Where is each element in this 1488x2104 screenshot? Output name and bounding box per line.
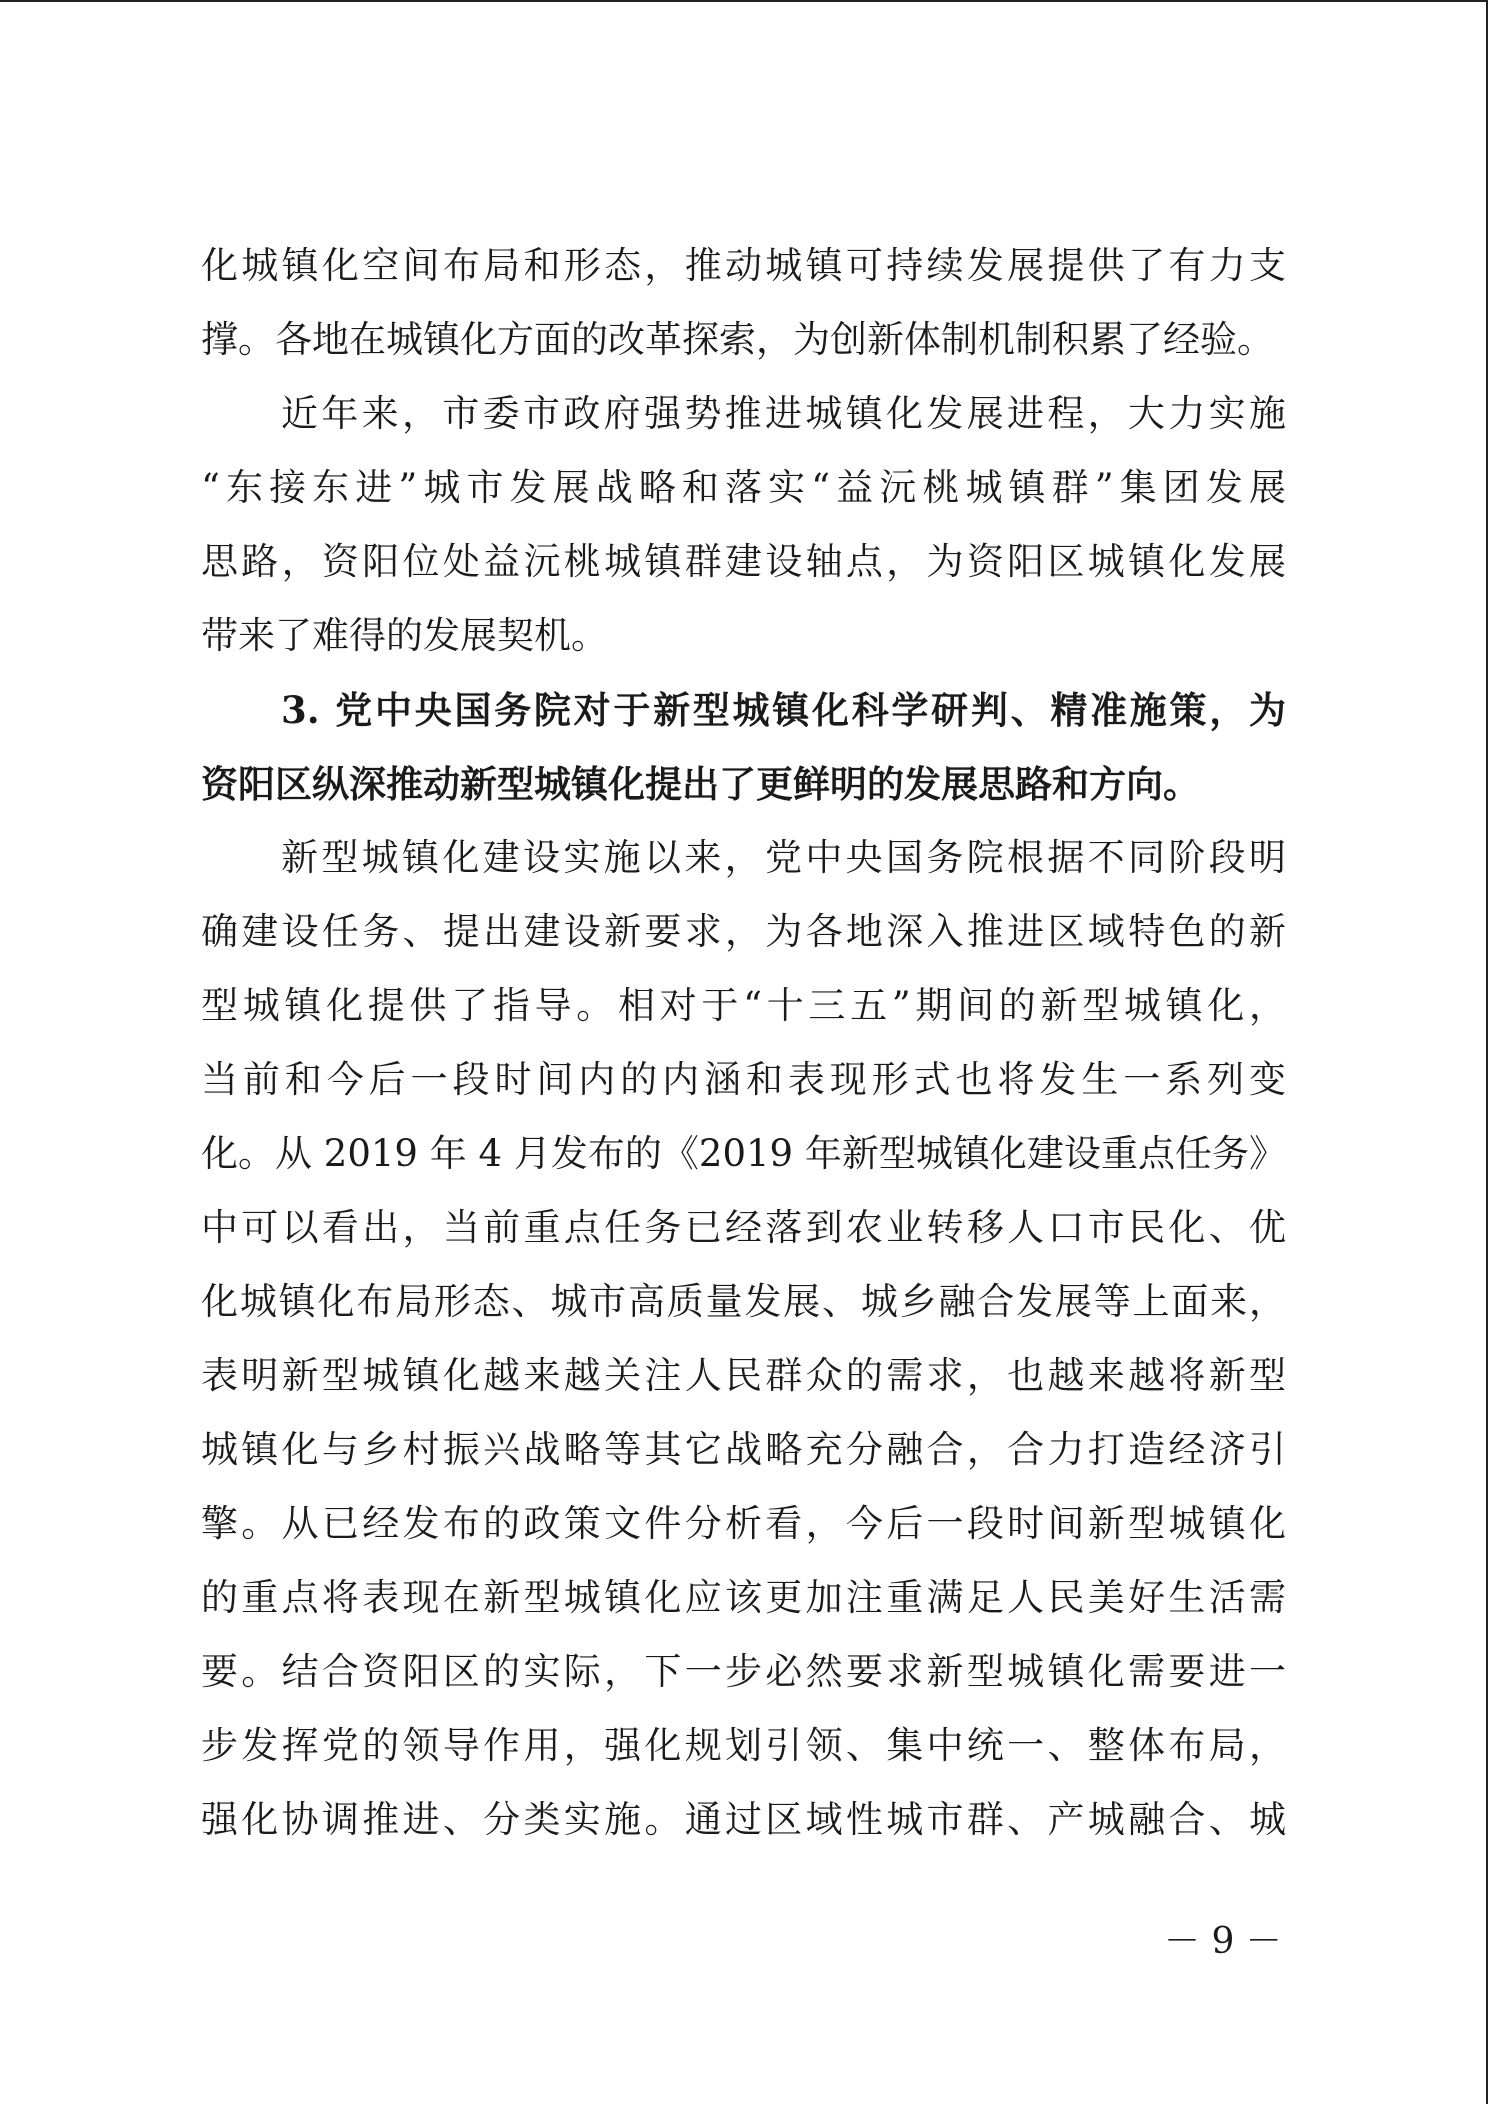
text-line: 化城镇化布局形态、城市高质量发展、城乡融合发展等上面来， xyxy=(201,1280,1286,1323)
text-line: 新型城镇化建设实施以来，党中央国务院根据不同阶段明 xyxy=(281,836,1286,879)
section-heading-line: 3. 党中央国务院对于新型城镇化科学研判、精准施策，为 xyxy=(281,688,1286,732)
text-line: “东接东进”城市发展战略和落实“益沅桃城镇群”集团发展 xyxy=(201,466,1286,509)
text-line: 中可以看出，当前重点任务已经落到农业转移人口市民化、优 xyxy=(201,1206,1286,1249)
text-line: 撑。各地在城镇化方面的改革探索，为创新体制机制积累了经验。 xyxy=(201,318,1274,361)
text-line: 化城镇化空间布局和形态，推动城镇可持续发展提供了有力支 xyxy=(201,244,1286,287)
text-line: 表明新型城镇化越来越关注人民群众的需求，也越来越将新型 xyxy=(201,1354,1286,1397)
text-line: 步发挥党的领导作用，强化规划引领、集中统一、整体布局， xyxy=(201,1724,1286,1767)
section-heading-line: 资阳区纵深推动新型城镇化提出了更鲜明的发展思路和方向。 xyxy=(201,762,1200,806)
text-line: 近年来，市委市政府强势推进城镇化发展进程，大力实施 xyxy=(281,392,1286,435)
text-line: 型城镇化提供了指导。相对于“十三五”期间的新型城镇化， xyxy=(201,984,1286,1027)
text-line: 确建设任务、提出建设新要求，为各地深入推进区域特色的新 xyxy=(201,910,1286,953)
text-line: 强化协调推进、分类实施。通过区域性城市群、产城融合、城 xyxy=(201,1798,1286,1841)
text-line: 化。从 2019 年 4 月发布的《2019 年新型城镇化建设重点任务》 xyxy=(201,1132,1286,1175)
text-line: 带来了难得的发展契机。 xyxy=(201,614,608,657)
body-text xyxy=(201,229,1286,1857)
text-line: 要。结合资阳区的实际，下一步必然要求新型城镇化需要进一 xyxy=(201,1650,1286,1693)
text-line: 城镇化与乡村振兴战略等其它战略充分融合，合力打造经济引 xyxy=(201,1428,1286,1471)
page-number: － 9 － xyxy=(1164,1921,1282,1962)
text-line: 思路，资阳位处益沅桃城镇群建设轴点，为资阳区城镇化发展 xyxy=(201,540,1286,583)
text-line: 擎。从已经发布的政策文件分析看，今后一段时间新型城镇化 xyxy=(201,1502,1286,1545)
text-line: 的重点将表现在新型城镇化应该更加注重满足人民美好生活需 xyxy=(201,1576,1286,1619)
text-line: 当前和今后一段时间内的内涵和表现形式也将发生一系列变 xyxy=(201,1058,1286,1101)
